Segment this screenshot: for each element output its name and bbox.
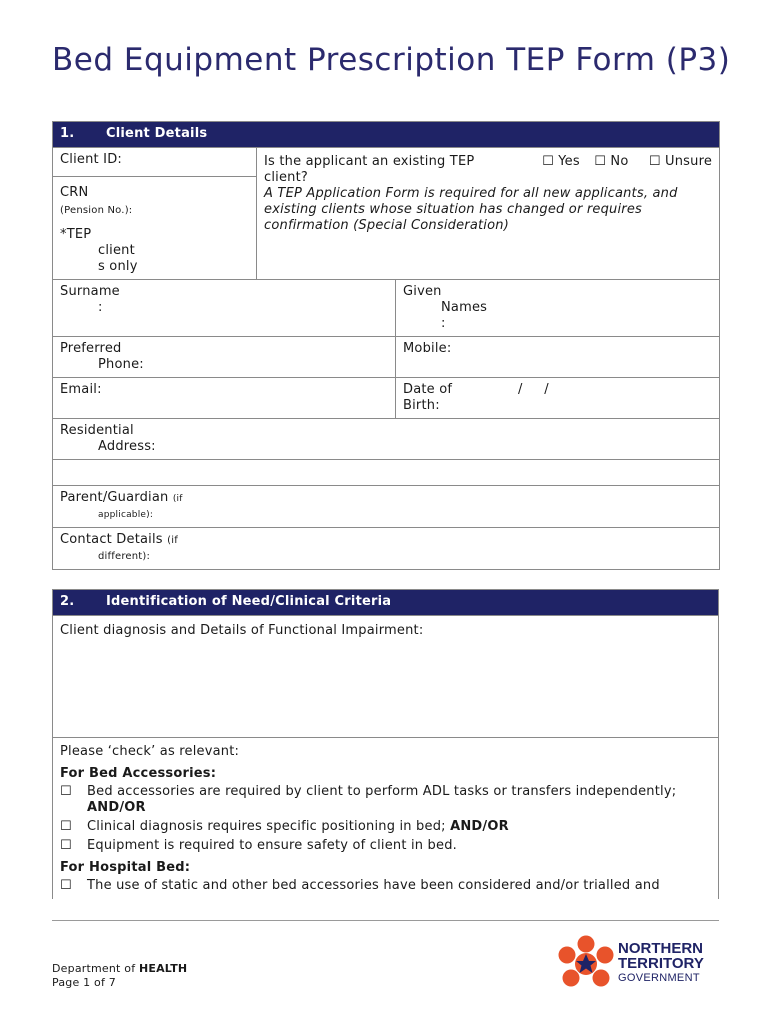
existing-client-question: Is the applicant an existing TEP client? (264, 154, 475, 185)
criteria-text: The use of static and other bed accessories have been considered and/or trialled and (87, 878, 660, 893)
footer-divider (52, 920, 719, 921)
criteria-text: Clinical diagnosis requires specific positioning in bed; (87, 819, 446, 834)
logo-line-government: GOVERNMENT (618, 972, 700, 984)
clinical-criteria-table (52, 589, 719, 899)
dob-label (403, 382, 518, 414)
client-id-field[interactable] (53, 148, 257, 177)
email-label: Email: (60, 382, 102, 397)
check-intro: Please ‘check’ as relevant: (60, 744, 240, 759)
email-field[interactable] (53, 378, 396, 419)
department-label (52, 962, 187, 976)
criteria-item[interactable] (60, 838, 711, 854)
dob-slashes: / / (518, 382, 549, 397)
criteria-item[interactable] (60, 819, 711, 835)
phone-label: Phone: (98, 357, 144, 372)
parent-guardian-field[interactable] (53, 486, 720, 528)
crn-field[interactable] (53, 177, 257, 280)
parent-applicable: applicable): (98, 510, 154, 520)
tep-only-note (60, 227, 249, 275)
diagnosis-label: Client diagnosis and Details of Functional Impairment: (60, 623, 424, 638)
section-number: 1. (60, 126, 75, 141)
contact-different: different): (98, 551, 151, 562)
contact-label: Contact Details (60, 532, 163, 547)
residential-label: Residential (60, 423, 134, 438)
given-label: Given (403, 284, 442, 299)
surname-field[interactable] (53, 280, 396, 337)
criteria-item[interactable] (60, 878, 711, 894)
logo-line-territory: TERRITORY (618, 955, 704, 972)
yes-checkbox[interactable]: ☐ Yes (542, 154, 580, 169)
preferred-phone-field[interactable] (53, 337, 396, 378)
parent-label: Parent/Guardian (60, 490, 169, 505)
criteria-text: Bed accessories are required by client to perform ADL tasks or transfers independently; (87, 784, 677, 799)
surname-label: Surname (60, 284, 120, 299)
criteria-text: Equipment is required to ensure safety of client in bed. (87, 838, 457, 853)
page-number: Page 1 of 7 (52, 976, 116, 989)
checkbox-icon[interactable]: ☐ (60, 878, 72, 893)
section-2-header (53, 590, 719, 616)
logo-line-northern: NORTHERN (618, 940, 703, 957)
footer (52, 962, 187, 990)
parent-if: (if (172, 494, 183, 504)
contact-details-field[interactable] (53, 528, 720, 570)
address-label: Address: (98, 439, 156, 454)
client-id-label: Client ID: (60, 152, 122, 167)
section-heading: Client Details (106, 126, 208, 141)
residential-address-line2[interactable] (53, 460, 720, 486)
department-name: HEALTH (138, 962, 188, 975)
tep-note-line1: *TEP (60, 227, 92, 242)
criteria-connector: AND/OR (450, 819, 509, 834)
given-colon: : (441, 316, 446, 331)
contact-if: (if (167, 535, 178, 546)
preferred-label: Preferred (60, 341, 122, 356)
pension-label: (Pension No.): (60, 205, 133, 216)
given-names-field[interactable] (396, 280, 720, 337)
flower-emblem-icon (556, 935, 616, 993)
mobile-field[interactable] (396, 337, 720, 378)
tep-note-line2: client (98, 243, 135, 258)
client-details-table (52, 121, 720, 570)
criteria-connector: AND/OR (87, 800, 146, 815)
crn-label: CRN (60, 185, 89, 200)
criteria-checklist (53, 738, 719, 900)
checkbox-icon[interactable]: ☐ (60, 819, 72, 834)
no-checkbox[interactable]: ☐ No (594, 154, 629, 169)
section-1-header (53, 122, 720, 148)
department-prefix: Department of (52, 962, 136, 975)
existing-client-cell (257, 148, 720, 280)
checkbox-icon[interactable]: ☐ (60, 838, 72, 853)
dob-label-line2: Birth: (403, 398, 440, 413)
names-label: Names (441, 300, 488, 315)
surname-colon: : (98, 300, 103, 315)
criteria-item[interactable] (60, 784, 711, 816)
bed-accessories-heading: For Bed Accessories: (60, 766, 217, 781)
nt-government-logo (556, 935, 721, 993)
tep-application-note: A TEP Application Form is required for all new applicants, and existing clients whose situation has changed or requires confirmation (Special Consideration) (264, 186, 678, 233)
residential-address-field[interactable] (53, 419, 720, 460)
dob-label-line1: Date of (403, 382, 453, 397)
tep-note-line3: s only (98, 259, 138, 274)
section-heading: Identification of Need/Clinical Criteria (106, 594, 392, 609)
diagnosis-field[interactable] (53, 616, 719, 738)
section-number: 2. (60, 594, 75, 609)
mobile-label: Mobile: (403, 341, 452, 356)
unsure-checkbox[interactable]: ☐ Unsure (648, 154, 713, 169)
checkbox-icon[interactable]: ☐ (60, 784, 72, 799)
date-of-birth-field[interactable] (396, 378, 720, 419)
hospital-bed-heading: For Hospital Bed: (60, 860, 191, 875)
page-title: Bed Equipment Prescription TEP Form (P3) (52, 42, 731, 78)
logo-wordmark (618, 941, 704, 986)
